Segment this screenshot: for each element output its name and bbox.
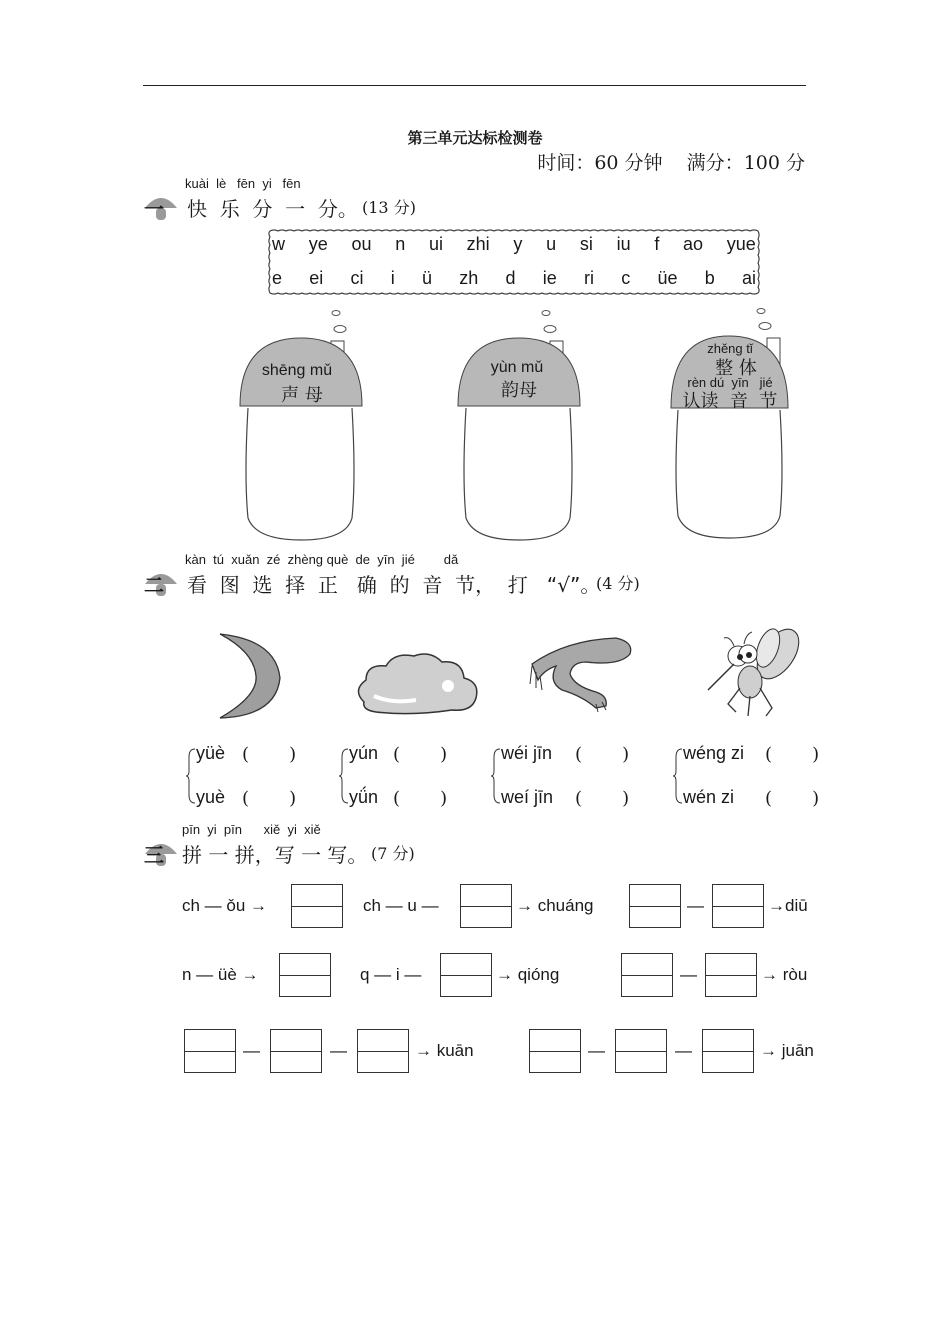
eq-text: → ròu bbox=[761, 965, 808, 984]
page-title: 第三单元达标检测卷 bbox=[407, 129, 543, 147]
pinyin-letter[interactable]: ui bbox=[428, 234, 443, 254]
pinyin-letter[interactable]: u bbox=[546, 234, 557, 254]
house1-hanzi: 声 母 bbox=[281, 385, 323, 406]
section3-number: 三 bbox=[144, 843, 164, 867]
pinyin-letter[interactable]: b bbox=[704, 268, 715, 288]
eq-text: — bbox=[675, 1041, 692, 1060]
answer-paren[interactable]: ( ) bbox=[765, 788, 820, 809]
pinyin-row-2 bbox=[272, 268, 756, 289]
answer-paren[interactable]: ( ) bbox=[765, 744, 820, 765]
pinyin-letter[interactable]: y bbox=[513, 234, 523, 254]
section3-title: 拼 一 拼，写 一 写。 bbox=[182, 843, 368, 867]
pinyin-letter[interactable]: d bbox=[505, 268, 516, 288]
header-rule bbox=[143, 85, 806, 86]
pinyin-letter[interactable]: ei bbox=[309, 268, 324, 288]
section2-title: 看 图 选 择 正 确 的 音 节， 打 “√”。 bbox=[187, 573, 601, 597]
eq-text: — bbox=[330, 1041, 347, 1060]
pinyin-row-1 bbox=[272, 234, 756, 255]
option-bottom[interactable]: weí jīn bbox=[501, 787, 554, 807]
house3-hanzi-top: 整 体 bbox=[715, 358, 757, 379]
eq-text: n — üè → bbox=[182, 965, 259, 984]
option-top[interactable]: wéng zi bbox=[683, 743, 745, 763]
section1-score: (13 分) bbox=[362, 198, 416, 217]
eq-text: q — i — bbox=[360, 965, 422, 984]
answer-box[interactable] bbox=[621, 953, 673, 997]
answer-box[interactable] bbox=[460, 884, 512, 928]
eq-text: → qióng bbox=[496, 965, 560, 984]
answer-box[interactable] bbox=[702, 1029, 754, 1073]
answer-box[interactable] bbox=[615, 1029, 667, 1073]
pinyin-letter[interactable]: c bbox=[621, 268, 631, 288]
answer-paren[interactable]: ( ) bbox=[242, 744, 297, 765]
house-yunmu[interactable] bbox=[454, 308, 584, 543]
answer-box[interactable] bbox=[629, 884, 681, 928]
section2-pinyin: kàn tú xuǎn zé zhèng què de yīn jié dǎ bbox=[185, 552, 459, 567]
pinyin-letter[interactable]: f bbox=[654, 234, 660, 254]
pinyin-letter[interactable]: e bbox=[272, 268, 283, 288]
pinyin-letter[interactable]: w bbox=[272, 234, 285, 254]
pinyin-letter[interactable]: si bbox=[579, 234, 593, 254]
brace-icon bbox=[673, 747, 683, 805]
section1-pinyin: kuài lè fēn yi fēn bbox=[185, 176, 301, 191]
house3-pinyin-bottom: rèn dú yīn jié bbox=[687, 375, 773, 390]
section1-title: 快 乐 分 一 分。 bbox=[187, 197, 358, 221]
pinyin-letter[interactable]: i bbox=[390, 268, 395, 288]
eq-text: → chuáng bbox=[516, 896, 594, 915]
brace-icon bbox=[339, 747, 349, 805]
pinyin-letter[interactable]: ao bbox=[683, 234, 704, 254]
eq-text: →diū bbox=[768, 896, 808, 915]
section2-score: (4 分) bbox=[596, 574, 640, 593]
eq-text: ch — ǒu → bbox=[182, 896, 268, 915]
mosquito-icon bbox=[700, 624, 804, 720]
eq-text: → juān bbox=[760, 1041, 814, 1060]
pinyin-letter[interactable]: ou bbox=[351, 234, 372, 254]
answer-paren[interactable]: ( ) bbox=[242, 788, 297, 809]
section2-number: 二 bbox=[144, 573, 164, 597]
answer-box[interactable] bbox=[705, 953, 757, 997]
option-bottom[interactable]: yǘn bbox=[349, 787, 379, 807]
answer-paren[interactable]: ( ) bbox=[575, 788, 630, 809]
house3-hanzi-bottom: 认读 音 节 bbox=[682, 391, 778, 412]
section1-number: 一 bbox=[144, 197, 164, 221]
cloud-icon bbox=[352, 650, 484, 720]
pinyin-letter[interactable]: yue bbox=[726, 234, 756, 254]
eq-text: — bbox=[687, 896, 704, 915]
pinyin-letter[interactable]: ye bbox=[308, 234, 328, 254]
pinyin-letter[interactable]: iu bbox=[616, 234, 631, 254]
house2-pinyin: yùn mǔ bbox=[490, 359, 544, 376]
house2-hanzi: 韵母 bbox=[501, 380, 537, 401]
house1-pinyin: shēng mǔ bbox=[261, 362, 333, 379]
answer-box[interactable] bbox=[270, 1029, 322, 1073]
answer-box[interactable] bbox=[184, 1029, 236, 1073]
pinyin-letter[interactable]: ci bbox=[350, 268, 364, 288]
brace-icon bbox=[491, 747, 501, 805]
moon-icon bbox=[212, 630, 288, 722]
section3-pinyin: pīn yi pīn xiě yi xiě bbox=[182, 822, 321, 837]
option-bottom[interactable]: wén zi bbox=[683, 787, 735, 807]
pinyin-letter[interactable]: üe bbox=[657, 268, 678, 288]
eq-text: — bbox=[588, 1041, 605, 1060]
answer-paren[interactable]: ( ) bbox=[575, 744, 630, 765]
option-top[interactable]: wéi jīn bbox=[501, 743, 553, 763]
option-bottom[interactable]: yuè bbox=[196, 787, 226, 807]
eq-text: → kuān bbox=[415, 1041, 474, 1060]
answer-box[interactable] bbox=[279, 953, 331, 997]
house3-pinyin-top: zhěng tǐ bbox=[707, 341, 753, 356]
section3-score: (7 分) bbox=[371, 844, 415, 863]
scarf-icon bbox=[526, 632, 638, 712]
eq-text: — bbox=[243, 1041, 260, 1060]
option-top[interactable]: yún bbox=[349, 743, 379, 763]
option-top[interactable]: yüè bbox=[196, 743, 226, 763]
time-score-line: 时间：60 分钟 满分：100 分 bbox=[537, 152, 805, 174]
answer-paren[interactable]: ( ) bbox=[393, 788, 448, 809]
pinyin-letter[interactable]: ai bbox=[741, 268, 756, 288]
pinyin-letter[interactable]: ü bbox=[421, 268, 432, 288]
brace-icon bbox=[186, 747, 196, 805]
pinyin-letter[interactable]: ie bbox=[542, 268, 557, 288]
house-shengmu[interactable] bbox=[236, 308, 366, 543]
answer-box[interactable] bbox=[357, 1029, 409, 1073]
answer-box[interactable] bbox=[712, 884, 764, 928]
eq-text: — bbox=[680, 965, 697, 984]
pinyin-letter[interactable]: ri bbox=[583, 268, 594, 288]
eq-text: ch — u — bbox=[363, 896, 439, 915]
answer-box[interactable] bbox=[529, 1029, 581, 1073]
answer-box[interactable] bbox=[440, 953, 492, 997]
pinyin-letter[interactable]: zh bbox=[459, 268, 479, 288]
answer-box[interactable] bbox=[291, 884, 343, 928]
pinyin-letter[interactable]: zhi bbox=[466, 234, 490, 254]
pinyin-letter[interactable]: n bbox=[395, 234, 406, 254]
answer-paren[interactable]: ( ) bbox=[393, 744, 448, 765]
